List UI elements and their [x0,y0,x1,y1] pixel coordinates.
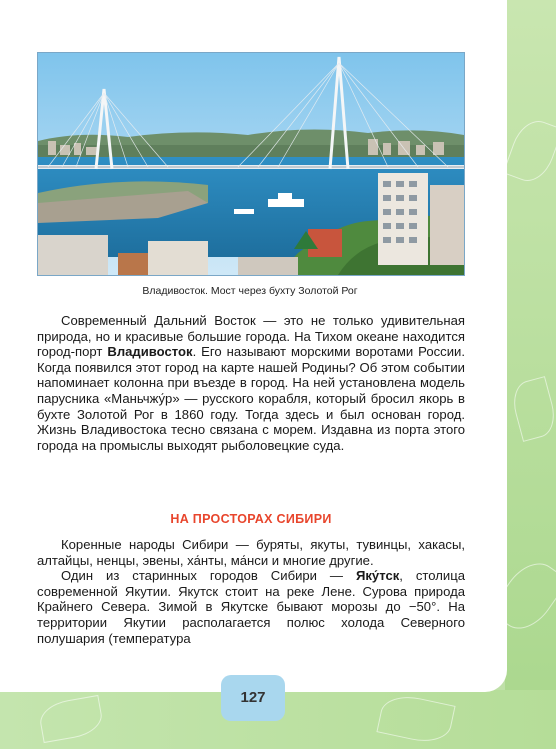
yakutsk-paragraph: Один из старинных городов Сибири — Яку́тск, столица современной Якутии. Якутск стоит на реке Лене. Сурова природа Крайнего Севера. Зимой в Якутске бывают морозы до −50°. На территории Якутии располагается полюс холода Северного полушария (температура [37,568,466,646]
siberia-paragraph-block [37,537,465,646]
siberia-peoples-paragraph: Коренные народы Сибири — буряты, якуты, тувинцы, хакасы, алтайцы, ненцы, эвены, ха́нты, ма́нси и многие другие. [37,537,465,568]
vladivostok-paragraph: Современный Дальний Восток — это не только удивительная природа, но и красивые большие города. На Тихом океане находится город-порт Владивосток. Его называют морскими воротами России. Когда появился этот город на карте нашей Родины? Об этом событии напоминает колонна при въезде в город. На ней установлена модель парусника «Маньчжу́р» — русского корабля, который бросил якорь в бухте Золотой Рог в 1860 году. Тогда здесь и был основан город. Жизнь Владивостока тесно связана с морем. Издавна из порта этого города на промыслы выходят рыболовецкие суда. [37,313,465,453]
section-heading-siberia: НА ПРОСТОРАХ СИБИРИ [170,512,332,526]
term-yakutsk: Яку́тск [355,568,400,584]
photo-caption: Владивосток. Мост через бухту Золотой Рог [142,285,358,297]
background-strip-right [505,0,556,749]
page-number: 127 [240,689,266,706]
term-vladivostok: Владивосток [107,344,193,360]
vladivostok-bridge-photo [37,52,465,276]
vladivostok-paragraph-block [37,313,465,453]
